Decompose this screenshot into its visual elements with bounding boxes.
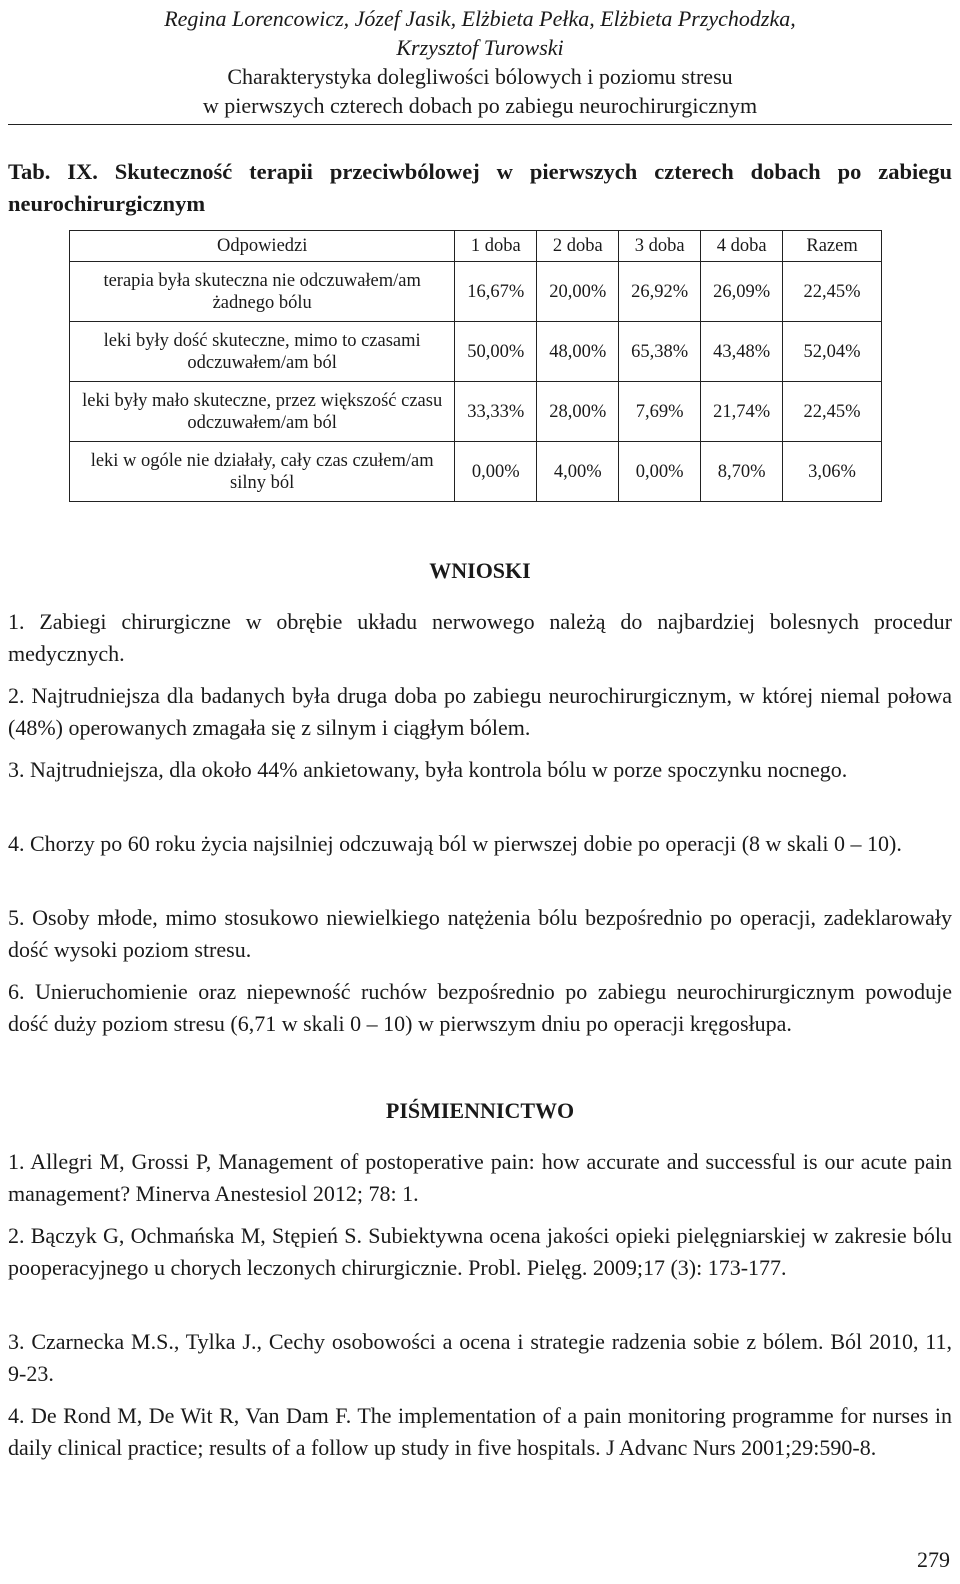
column-header: 3 doba [619, 231, 701, 262]
running-header [8, 4, 952, 120]
column-header: Odpowiedzi [70, 231, 455, 262]
column-header: Razem [783, 231, 882, 262]
conclusion-item: 1. Zabiegi chirurgiczne w obrębie układu nerwowego należą do najbardziej bolesnych procedur medycznych. [8, 609, 952, 666]
table-cell: 50,00% [455, 322, 537, 382]
row-label: leki były mało skuteczne, przez większość czasu odczuwałem/am ból [70, 382, 455, 442]
reference-item: 4. De Rond M, De Wit R, Van Dam F. The implementation of a pain monitoring programme for nurses in daily clinical practice; results of a follow up study in five hospitals. J Advanc Nurs 2001;29:590-8. [8, 1403, 952, 1460]
header-divider [8, 124, 952, 125]
table-cell: 48,00% [537, 322, 619, 382]
table-cell: 22,45% [783, 382, 882, 442]
table-cell: 4,00% [537, 442, 619, 502]
conclusion-item: 6. Unieruchomienie oraz niepewność ruchów bezpośrednio po zabiegu neurochirurgicznym powoduje dość duży poziom stresu (6,71 w skali 0 – 10) w pierwszym dniu po operacji kręgosłupa. [8, 979, 952, 1036]
table-cell: 20,00% [537, 262, 619, 322]
table-row [70, 382, 882, 442]
table-cell: 65,38% [619, 322, 701, 382]
conclusion-item: 2. Najtrudniejsza dla badanych była druga doba po zabiegu neurochirurgicznym, w której niemal połowa (48%) operowanych zmagała się z silnym i ciągłym bólem. [8, 683, 952, 740]
results-table [69, 230, 882, 502]
reference-item: 2. Bączyk G, Ochmańska M, Stępień S. Subiektywna ocena jakości opieki pielęgniarskiej w zakresie bólu pooperacyjnego u chorych leczonych chirurgicznie. Probl. Pielęg. 2009;17 (3): 173-177. [8, 1223, 952, 1280]
conclusions-heading: WNIOSKI [429, 558, 531, 583]
header-title-line-2: w pierwszych czterech dobach po zabiegu neurochirurgicznym [202, 93, 758, 118]
row-label: leki w ogóle nie działały, cały czas czułem/am silny ból [70, 442, 455, 502]
reference-item: 1. Allegri M, Grossi P, Management of postoperative pain: how accurate and successful is our acute pain management? Minerva Anestesiol 2012; 78: 1. [8, 1149, 952, 1206]
row-label: terapia była skuteczna nie odczuwałem/am żadnego bólu [70, 262, 455, 322]
table-cell: 28,00% [537, 382, 619, 442]
row-label: leki były dość skuteczne, mimo to czasami odczuwałem/am ból [70, 322, 455, 382]
page-number: 279 [917, 1547, 950, 1572]
conclusion-item: 4. Chorzy po 60 roku życia najsilniej odczuwają ból w pierwszej dobie po operacji (8 w skali 0 – 10). [8, 831, 902, 856]
reference-item: 3. Czarnecka M.S., Tylka J., Cechy osobowości a ocena i strategie radzenia sobie z bólem. Ból 2010, 11, 9-23. [8, 1329, 952, 1386]
header-authors-line-1: Regina Lorencowicz, Józef Jasik, Elżbieta Pełka, Elżbieta Przychodzka, [164, 6, 796, 31]
table-cell: 7,69% [619, 382, 701, 442]
header-title-line-1: Charakterystyka dolegliwości bólowych i poziomu stresu [227, 64, 733, 89]
table-cell: 52,04% [783, 322, 882, 382]
table-cell: 22,45% [783, 262, 882, 322]
header-authors-line-2: Krzysztof Turowski [396, 35, 564, 60]
table-cell: 3,06% [783, 442, 882, 502]
table-row [70, 322, 882, 382]
table-row [70, 262, 882, 322]
column-header: 4 doba [701, 231, 783, 262]
table-header-row [70, 231, 882, 262]
table-cell: 26,92% [619, 262, 701, 322]
column-header: 1 doba [455, 231, 537, 262]
table-cell: 21,74% [701, 382, 783, 442]
table-cell: 33,33% [455, 382, 537, 442]
conclusion-item: 3. Najtrudniejsza, dla około 44% ankietowany, była kontrola bólu w porze spoczynku nocnego. [8, 757, 848, 782]
column-header: 2 doba [537, 231, 619, 262]
table-cell: 0,00% [619, 442, 701, 502]
table-row [70, 442, 882, 502]
references-heading: PIŚMIENNICTWO [385, 1098, 575, 1123]
table-cell: 26,09% [701, 262, 783, 322]
table-cell: 8,70% [701, 442, 783, 502]
table-cell: 0,00% [455, 442, 537, 502]
table-caption: Tab. IX. Skuteczność terapii przeciwbólowej w pierwszych czterech dobach po zabiegu neurochirurgicznym [8, 159, 952, 216]
conclusion-item: 5. Osoby młode, mimo stosukowo niewielkiego natężenia bólu bezpośrednio po operacji, zadeklarowały dość wysoki poziom stresu. [8, 905, 952, 962]
table-cell: 16,67% [455, 262, 537, 322]
table-cell: 43,48% [701, 322, 783, 382]
